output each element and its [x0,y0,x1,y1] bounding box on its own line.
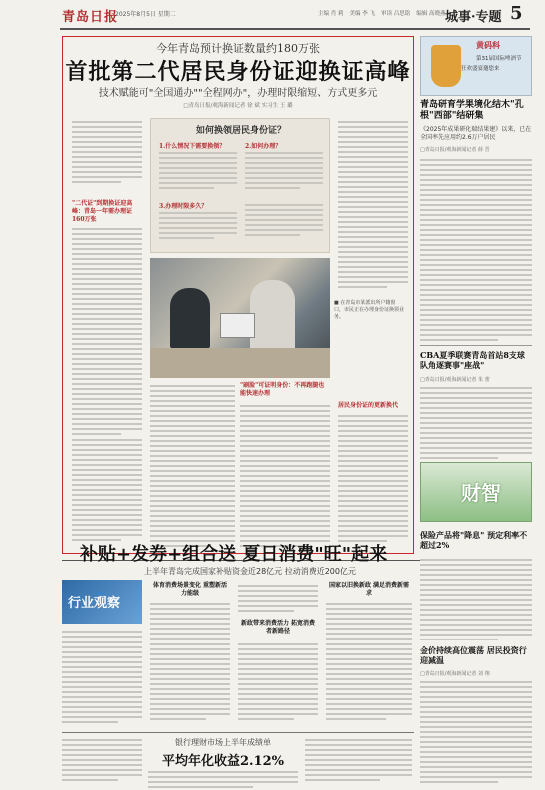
middle-subhead-3: 国家以旧换新政 满足消费新需求 [328,582,410,597]
how-to-q3: 3.办理时限多久？ [159,203,208,210]
industry-banner-title: 行业观察 [68,596,121,611]
middle-subhead-1: 体育消费场景变化 重塑新活力能级 [152,582,228,597]
sidebar-title-1: 青岛研育学果境化结木"孔根"西部"结研集 [420,100,524,122]
lead-body-col4 [338,118,408,288]
promo-title: 黄码科 [476,40,500,50]
lead-body-col4b [338,412,408,547]
bottom-body-col1 [62,736,142,786]
masthead [0,0,545,30]
lead-body-col1b [72,225,142,435]
issue-date: 2025年8月5日 星期二 [115,11,176,18]
middle-body-col3 [238,582,318,617]
middle-headline: 补贴+发券+组合送 夏日消费"旺"起来 [80,544,388,565]
section-title: 城事·专题 [445,10,502,25]
right-title-1: 保险产品将"降息" 预定利率不超过2% [420,530,528,551]
page-number: 5 [510,3,523,24]
promo-icon [431,45,461,87]
middle-body-col2 [150,600,230,730]
middle-deck: 上半年青岛完成国家补贴资金近28亿元 拉动消费近200亿元 [144,567,356,576]
newspaper-logo: 青岛日报 [62,10,119,25]
lead-deck: 技术赋能可"全国通办""全程网办"，办理时限缩短、方式更多元 [98,88,378,99]
lead-body-col2 [150,382,235,547]
sidebar-byline-1: □青岛日报/观海新闻记者 薛 晋 [420,147,490,153]
lead-headline: 首批第二代居民身份证迎换证高峰 [65,59,411,85]
editor-credits [318,9,446,17]
how-to-box [150,118,330,253]
lead-photo-caption: ■ 在青岛市某派出所户籍窗口，市民正在办理身份证换领业务。 [334,300,405,320]
lead-photo [150,258,330,378]
bottom-body-col3 [305,736,412,786]
bottom-headline: 平均年化收益2.12% [161,754,284,769]
industry-banner [62,580,142,624]
bottom-body-col2 [148,768,298,788]
right-body-1 [420,556,532,640]
credit-review: 审读 吕思铭 [381,11,411,17]
lead-subhead-1: "二代证"到期换证迎高峰：青岛一年需办理证160万张 [72,200,133,223]
lead-subhead-3: 居民身份证的更新换代 [338,402,399,409]
sidebar-body-1 [420,156,532,341]
lead-kicker: 今年青岛预计换证数量约180万张 [156,42,320,55]
sidebar-title-2: CBA夏季联赛青岛首站8支球队角逐赛事"座战" [420,350,525,370]
sidebar-sub-1: 《2025年成果研化瑞结果建》以来，已在全国率先应用约2.6万户居民 [420,126,532,141]
sidebar-body-2 [420,384,532,459]
lead-subhead-2: "刷脸"可证明身份：不再跑腿也能快速办理 [240,382,325,397]
lead-byline: □青岛日报/观海新闻记者 徐 斌 实习生 王 璐 [183,103,293,109]
how-to-q2: 2.如何办理？ [245,143,282,150]
middle-body-col4 [326,600,412,730]
lead-body-col1c [72,436,142,548]
credit-editor2: 编辑 高晓燕 [416,11,446,17]
finance-ad [420,462,532,522]
how-to-q1: 1.什么情况下需要换领？ [159,143,226,150]
sidebar-byline-2: □青岛日报/观海新闻记者 朱 蕾 [420,377,490,383]
credit-design: 美编 李 飞 [349,11,375,17]
promo-sub2: 狂欢盛宴邀您来 [461,66,500,72]
credit-editor: 主编 肖 莉 [318,11,344,17]
lead-body-col3 [240,402,330,547]
finance-ad-title: 财智 [461,481,501,505]
middle-body-col1 [62,628,142,728]
promo-sub1: 第31届国际啤酒节 [476,56,522,62]
promo-block [420,36,532,96]
right-body-2 [420,678,532,786]
bottom-kicker: 银行理财市场上半年成绩单 [175,738,271,747]
middle-body-col3b [238,640,318,730]
middle-subhead-2: 新政带来消费活力 拓宽消费者新路径 [240,620,316,635]
how-to-box-title: 如何换领居民身份证？ [195,126,286,136]
right-title-2: 金价持续高位震荡 居民投资行迎减温 [420,645,527,666]
right-byline: □青岛日报/观海新闻记者 刘 翔 [420,671,490,677]
